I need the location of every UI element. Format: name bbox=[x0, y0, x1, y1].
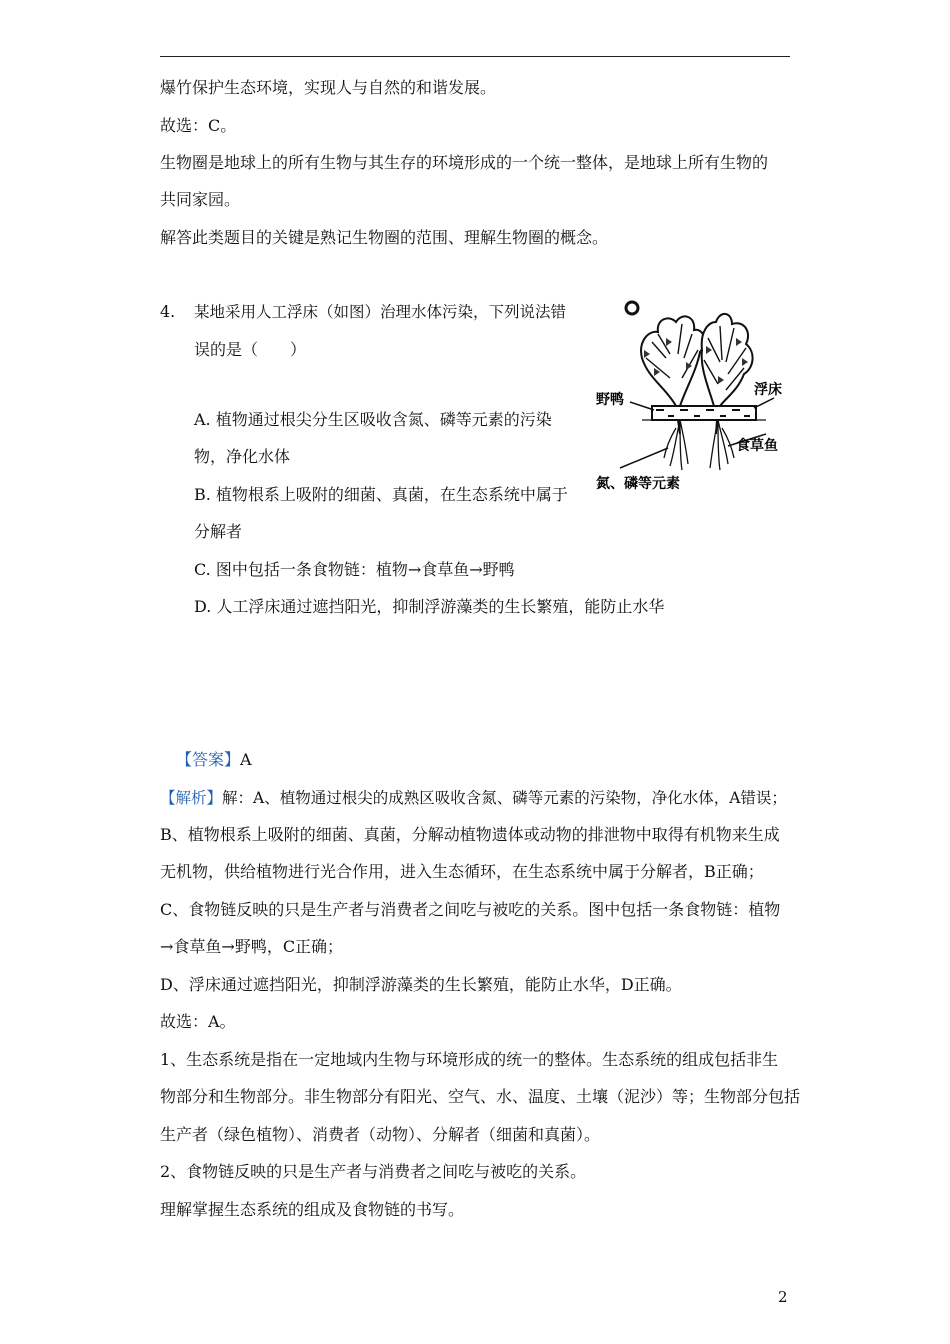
option-a-cont: 物，净化水体 bbox=[194, 447, 291, 466]
sun-icon bbox=[626, 302, 638, 314]
option-b: B. 植物根系上吸附的细菌、真菌，在生态系统中属于 bbox=[194, 485, 568, 504]
analysis-line: B、植物根系上吸附的细菌、真菌，分解动植物遗体或动物的排泄物中取得有机物来生成 bbox=[160, 825, 780, 844]
roots bbox=[664, 420, 734, 470]
analysis-line: C、食物链反映的只是生产者与消费者之间吃与被吃的关系。图中包括一条食物链：植物 bbox=[160, 900, 781, 919]
analysis-line: 1、生态系统是指在一定地域内生物与环境形成的统一的整体。生态系统的组成包括非生 bbox=[160, 1050, 779, 1069]
question-number: 4. bbox=[160, 302, 176, 321]
analysis-line: 理解掌握生态系统的组成及食物链的书写。 bbox=[160, 1200, 465, 1219]
label-duck: 野鸭 bbox=[596, 392, 624, 408]
analysis-line: →食草鱼→野鸭，C正确； bbox=[160, 937, 344, 956]
label-bed: 浮床 bbox=[754, 382, 782, 398]
option-d: D. 人工浮床通过遮挡阳光，抑制浮游藻类的生长繁殖，能防止水华 bbox=[194, 597, 665, 616]
label-elements: 氮、磷等元素 bbox=[596, 476, 680, 492]
answer-line bbox=[176, 750, 252, 770]
option-b-cont: 分解者 bbox=[194, 522, 243, 541]
text-line: 解答此类题目的关键是熟记生物圈的范围、理解生物圈的概念。 bbox=[160, 228, 609, 247]
question-stem: 某地采用人工浮床（如图）治理水体污染，下列说法错 bbox=[194, 303, 567, 321]
analysis-tag: 【解析】 bbox=[160, 789, 223, 807]
analysis-line: 生产者（绿色植物）、消费者（动物）、分解者（细菌和真菌）。 bbox=[160, 1125, 601, 1144]
analysis-line: 物部分和生物部分。非生物部分有阳光、空气、水、温度、土壤（泥沙）等；生物部分包括 bbox=[160, 1087, 801, 1106]
option-a: A. 植物通过根尖分生区吸收含氮、磷等元素的污染 bbox=[194, 410, 552, 429]
analysis-line: D、浮床通过遮挡阳光，抑制浮游藻类的生长繁殖，能防止水华，D正确。 bbox=[160, 975, 682, 994]
analysis-line: 2、食物链反映的只是生产者与消费者之间吃与被吃的关系。 bbox=[160, 1162, 587, 1181]
option-c: C. 图中包括一条食物链：植物→食草鱼→野鸭 bbox=[194, 560, 515, 579]
analysis-line bbox=[160, 788, 787, 808]
answer-tag: 【答案】 bbox=[176, 750, 241, 769]
text-line: 共同家园。 bbox=[160, 190, 241, 209]
analysis-line: 故选：A。 bbox=[160, 1012, 236, 1031]
page-number: 2 bbox=[778, 1288, 788, 1306]
text-line: 爆竹保护生态环境，实现人与自然的和谐发展。 bbox=[160, 78, 497, 97]
analysis-text: 解：A、植物通过根尖的成熟区吸收含氮、磷等元素的污染物，净化水体，A错误； bbox=[222, 789, 787, 807]
header-rule bbox=[160, 56, 790, 57]
answer-value: A bbox=[240, 750, 252, 769]
question-stem-cont: 误的是（ ） bbox=[194, 340, 307, 359]
text-line: 故选：C。 bbox=[160, 116, 237, 135]
floating-bed-figure bbox=[596, 298, 796, 503]
analysis-line: 无机物，供给植物进行光合作用，进入生态循环，在生态系统中属于分解者，B正确； bbox=[160, 862, 764, 881]
text-line: 生物圈是地球上的所有生物与其生存的环境形成的一个统一整体，是地球上所有生物的 bbox=[160, 153, 769, 172]
floating-bed bbox=[652, 406, 756, 420]
label-fish: 食草鱼 bbox=[736, 438, 778, 454]
